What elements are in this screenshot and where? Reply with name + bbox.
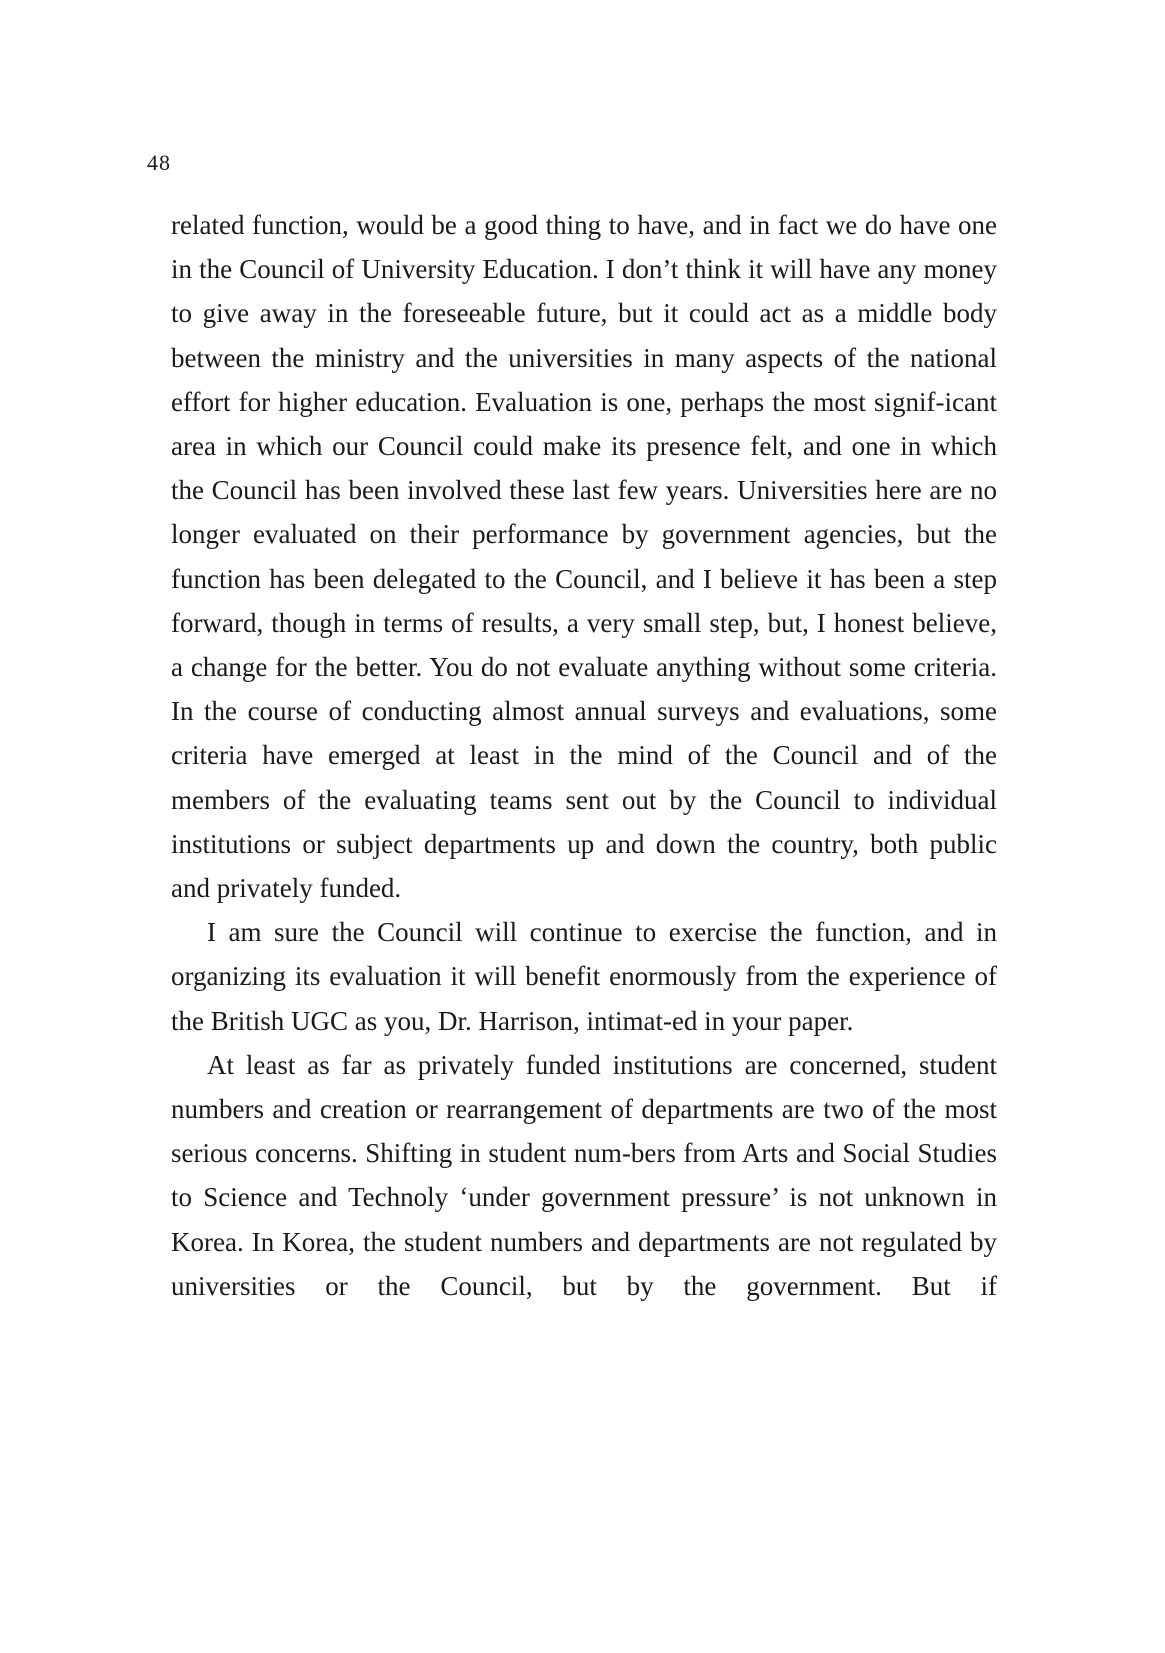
body-text [171,203,997,1308]
paragraph-student-numbers: At least as far as privately funded institutions are concerned, student numbers and creation or rearrangement of departments are two of the most serious concerns. Shifting in student num-bers from Arts and Social Studies to Science and Technoly ‘under government pressure’ is not unknown in Korea. In Korea, the student numbers and departments are not regulated by universities or the Council, but by the government. But if [171,1049,997,1301]
page-number: 48 [147,150,171,175]
paragraph-ugc-experience: I am sure the Council will continue to exercise the function, and in organizing its evaluation it will benefit enormously from the experience of the British UGC as you, Dr. Harrison, intimat-ed in your paper. [171,917,997,1036]
paragraph-council-evaluation: related function, would be a good thing to have, and in fact we do have one in the Council of University Education. I don’t think it will have any money to give away in the foreseeable future, but it could act as a middle body between the ministry and the universities in many aspects of the national effort for higher education. Evaluation is one, perhaps the most signif-icant area in which our Council could make its presence felt, and one in which the Council has been involved these last few years. Universities here are no longer evaluated on their performance by government agencies, but the function has been delegated to the Council, and I believe it has been a step forward, though in terms of results, a very small step, but, I honest believe, a change for the better. You do not evaluate anything without some criteria. In the course of conducting almost annual surveys and evaluations, some criteria have emerged at least in the mind of the Council and of the members of the evaluating teams sent out by the Council to individual institutions or subject departments up and down the country, both public and privately funded. [171,210,997,904]
